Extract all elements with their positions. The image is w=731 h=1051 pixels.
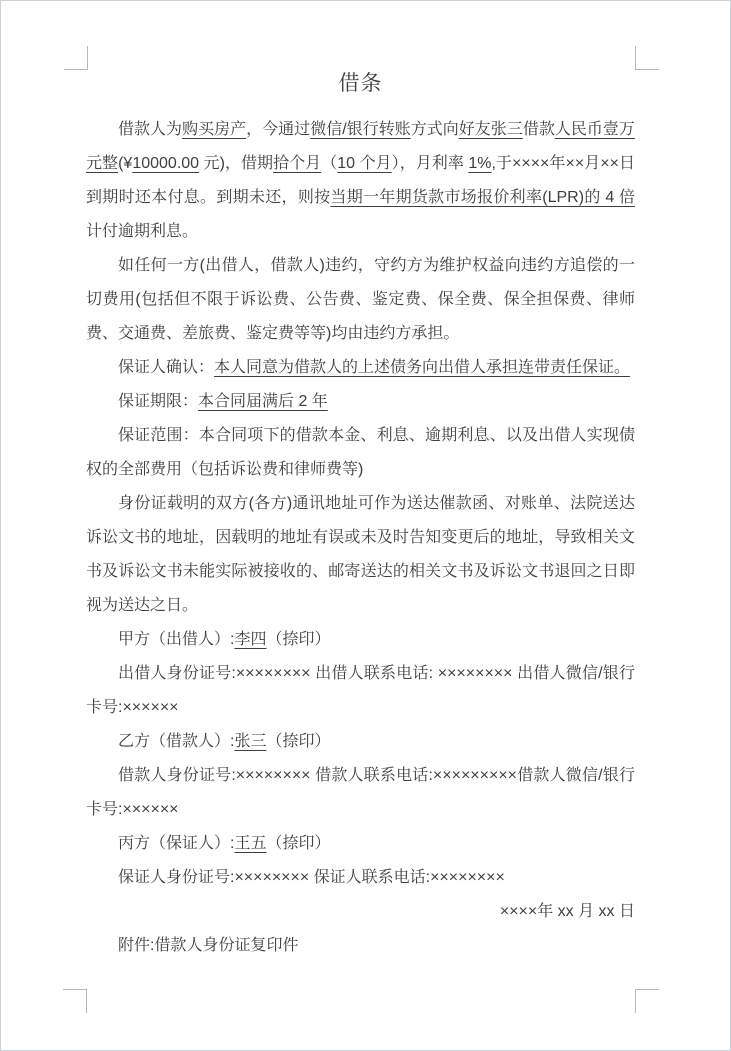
paragraph-3 [86, 351, 635, 385]
paragraph-1 [86, 113, 635, 249]
underlined-text-run: 10000.00 [132, 155, 200, 172]
crop-mark-bottom-left [63, 989, 87, 1013]
text-run: 附件:借款人身份证复印件 [118, 937, 299, 954]
paragraph-11 [86, 827, 635, 861]
text-run: ××××年 xx 月 xx 日 [499, 903, 635, 920]
text-run: 出借人身份证号:×××××××× 出借人联系电话: ×××××××× 出借人微信/银行卡号:×××××× [86, 665, 635, 716]
text-run: (¥ [118, 155, 133, 172]
underlined-text-run: 张三 [234, 733, 267, 750]
underlined-text-run: 1% [468, 155, 492, 172]
text-run: 保证期限： [118, 393, 199, 410]
underlined-text-run: 人民币壹万元整 [86, 121, 635, 172]
text-run: 保证范围：本合同项下的借款本金、利息、逾期利息、以及出借人实现债权的全部费用（包括诉讼费和律师费等) [86, 427, 635, 478]
text-run: ，今通过 [246, 121, 311, 138]
text-run: 保证人确认： [118, 359, 215, 376]
text-run: 甲方（出借人）: [118, 631, 235, 648]
crop-mark-bottom-right [635, 989, 659, 1013]
paragraph-7 [86, 623, 635, 657]
underlined-text-run: 10 个月 [337, 155, 392, 172]
text-run: （ [321, 155, 338, 172]
crop-mark-top-left [64, 46, 88, 70]
text-run: 计付逾期利息。 [86, 223, 199, 240]
text-run: （捺印） [266, 733, 331, 750]
text-run: 借款 [522, 121, 555, 138]
paragraph-4 [86, 385, 635, 419]
paragraph-13 [86, 895, 635, 929]
text-run: 如任何一方(出借人，借款人)违约，守约方为维护权益向违约方追偿的一切费用(包括但不限于诉讼费、公告费、鉴定费、保全费、保全担保费、律师费、交通费、差旅费、鉴定费等等)均由违约方承担。 [86, 257, 635, 342]
underlined-text-run: 微信/银行转账 [310, 121, 411, 138]
paragraph-12 [86, 861, 635, 895]
text-run: （捺印） [266, 631, 331, 648]
underlined-text-run: 拾个月 [273, 155, 322, 172]
paragraph-10 [86, 759, 635, 827]
text-run: 借款人为 [118, 121, 183, 138]
text-run: 借款人身份证号:×××××××× 借款人联系电话:×××××××××借款人微信/银行卡号:×××××× [86, 767, 635, 818]
text-run: 方式向 [410, 121, 459, 138]
text-run: ），月利率 [391, 155, 469, 172]
underlined-text-run: 本合同届满后 2 年 [198, 393, 328, 410]
crop-mark-top-right [635, 46, 659, 70]
paragraph-14 [86, 929, 635, 963]
text-run: ,于××××年××月××日到期时还本付息。到期未还，则按 [86, 155, 635, 206]
text-run: 丙方（保证人）: [118, 835, 235, 852]
paragraph-2 [86, 249, 635, 351]
document-body [86, 113, 635, 963]
paragraph-8 [86, 657, 635, 725]
underlined-text-run: 王五 [234, 835, 267, 852]
underlined-text-run: 当期一年期货款市场报价利率(LPR)的 4 倍 [330, 189, 635, 206]
text-run: （捺印） [266, 835, 331, 852]
document-content [86, 63, 635, 963]
text-run: 保证人身份证号:×××××××× 保证人联系电话:×××××××× [118, 869, 505, 886]
document-title: 借条 [338, 72, 383, 95]
underlined-text-run: 好友张三 [458, 121, 523, 138]
underlined-text-run: 李四 [234, 631, 267, 648]
underlined-text-run: 本人同意为借款人的上述债务向出借人承担连带责任保证。 [214, 359, 631, 376]
underlined-text-run: 购买房产 [182, 121, 247, 138]
paragraph-9 [86, 725, 635, 759]
paragraph-5 [86, 419, 635, 487]
text-run: 元)，借期 [199, 155, 274, 172]
paragraph-6 [86, 487, 635, 623]
text-run: 乙方（借款人）: [118, 733, 235, 750]
text-run: 身份证载明的双方(各方)通讯地址可作为送达催款函、对账单、法院送达诉讼文书的地址，因载明的地址有误或未及时告知变更后的地址，导致相关文书及诉讼文书未能实际被接收的、邮寄送达的相关文书及诉讼文书退回之日即视为送达之日。 [86, 495, 635, 614]
